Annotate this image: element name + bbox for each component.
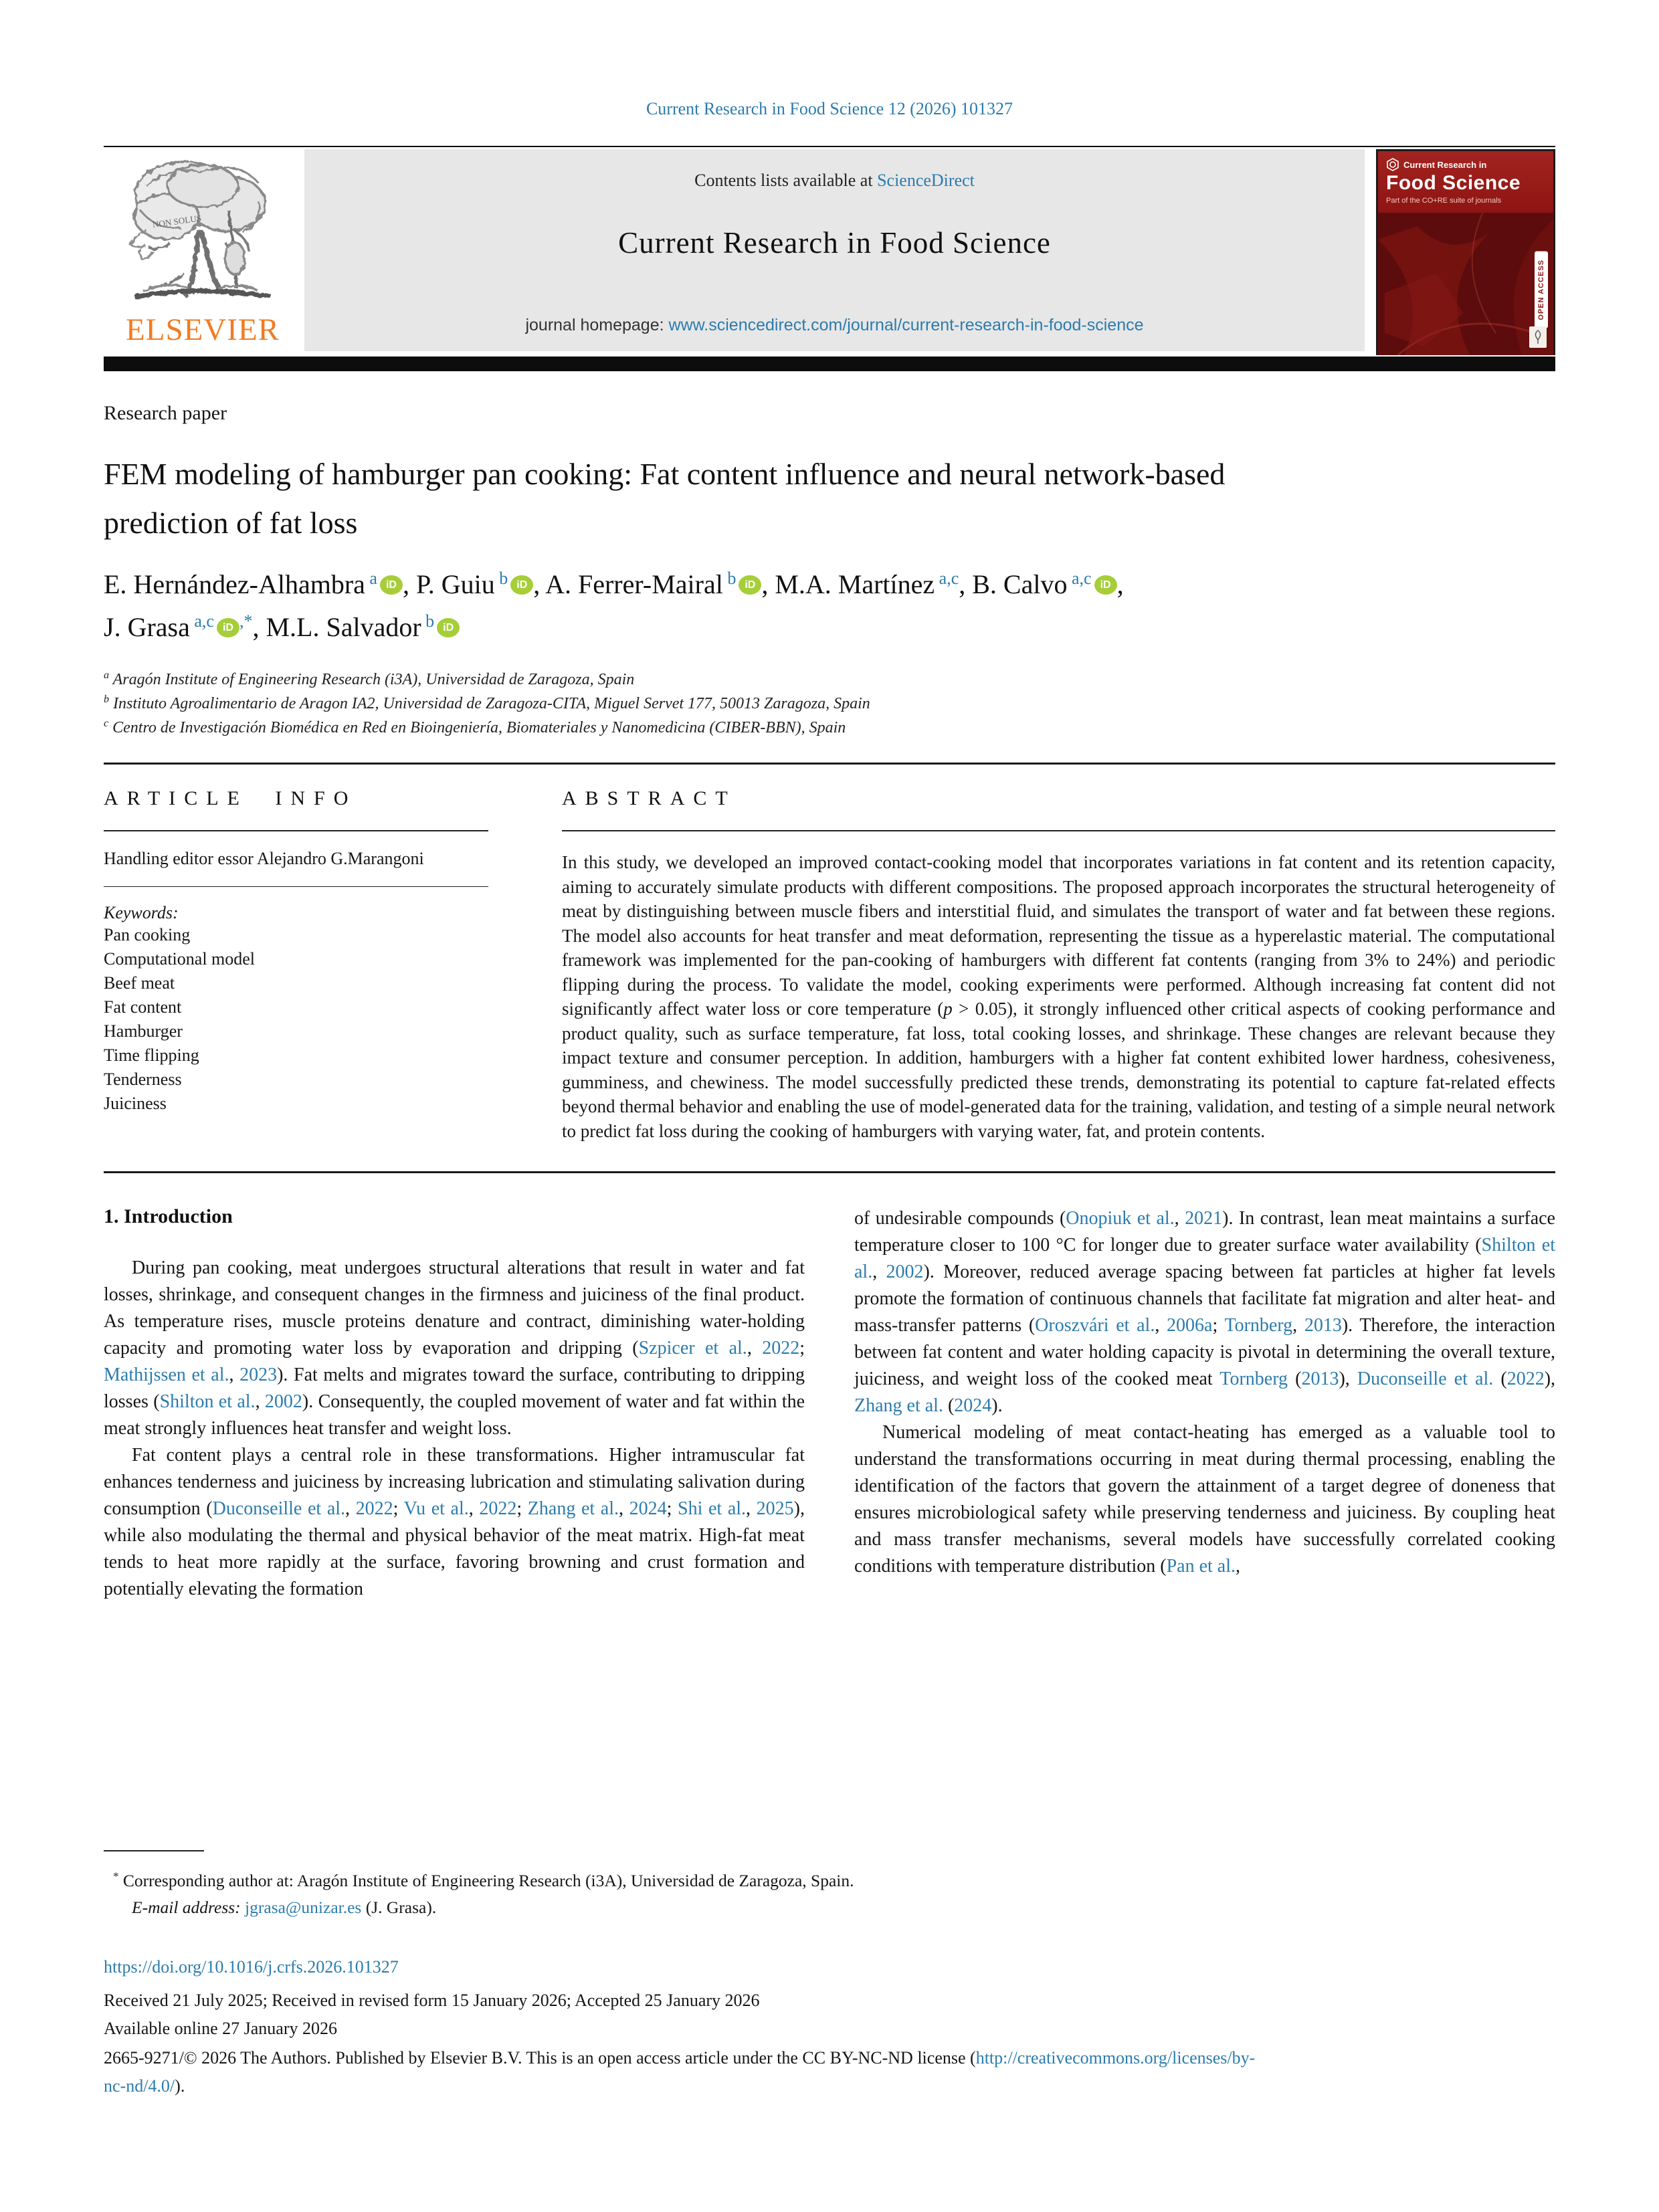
keyword-item: Beef meat bbox=[104, 973, 175, 993]
author-affiliation-sup: a,c bbox=[935, 569, 959, 589]
received-dates bbox=[104, 1987, 1555, 2043]
citation-link[interactable]: Mathijssen et al. bbox=[104, 1365, 229, 1386]
citation-link[interactable]: Shilton et al. bbox=[854, 1235, 1556, 1283]
citation-link[interactable]: Duconseille et al. bbox=[1357, 1369, 1494, 1390]
cover-kicker-text: Current Research in bbox=[1403, 159, 1487, 170]
abstract-column bbox=[562, 787, 1555, 1143]
logo-motto-text: NON SOLUS bbox=[151, 213, 202, 230]
citation-link[interactable]: Vu et al. bbox=[403, 1498, 469, 1520]
author-name: M.A. Martínez bbox=[775, 569, 935, 600]
journal-header bbox=[104, 149, 1555, 351]
citation-link[interactable]: 2025 bbox=[756, 1498, 794, 1520]
citation-link[interactable]: 2022 bbox=[355, 1498, 393, 1520]
citation-link[interactable]: Zhang et al. bbox=[527, 1498, 619, 1520]
info-top-rule bbox=[104, 763, 1555, 765]
intro-paragraph: of undesirable compounds (Onopiuk et al., 2021). In contrast, lean meat maintains a surface temperature closer to 100 °C for longer due to greater surface water availability (Shilton et al., 2002). Moreover, reduced average spacing between fat particles at higher fat levels promote the formation of continuous channels that facilitate fat migration and alter heat- and mass-transfer patterns (Oroszvári et al., 2006a; Tornberg, 2013). Therefore, the interaction between fat content and water holding capacity is pivotal in determining the overall texture, juiciness, and weight loss of the cooked meat Tornberg (2013), Duconseille et al. (2022), Zhang et al. (2024). bbox=[854, 1208, 1556, 1417]
abstract-bottom-rule bbox=[104, 1171, 1555, 1173]
citation-link[interactable]: 2013 bbox=[1301, 1369, 1339, 1390]
journal-title: Current Research in Food Science bbox=[618, 226, 1051, 260]
page-footer bbox=[104, 1850, 1555, 2100]
top-rule bbox=[104, 146, 1555, 147]
affiliation: $^c$ Centro de Investigación Biomédica en Red en Bioingeniería, Biomateriales y Nanomedicina (CIBER-BBN), Spain bbox=[104, 718, 846, 737]
citation-link[interactable]: Onopiuk et al. bbox=[1066, 1208, 1175, 1229]
intro-right-column bbox=[854, 1205, 1555, 1603]
open-access-badge: OPEN ACCESS bbox=[1535, 252, 1548, 328]
citation-link[interactable]: Tornberg bbox=[1219, 1369, 1288, 1390]
author-affiliation-sup: a,c bbox=[189, 611, 214, 631]
citation-link[interactable]: Zhang et al. bbox=[854, 1395, 943, 1417]
author-affiliation-sup: b bbox=[494, 569, 508, 589]
keywords-list bbox=[104, 923, 488, 1116]
cover-title: Food Science bbox=[1386, 172, 1521, 194]
citation-link[interactable]: Oroszvári et al. bbox=[1035, 1315, 1155, 1336]
available-online-line: Available online 27 January 2026 bbox=[104, 2019, 337, 2038]
citation-link[interactable]: Pan et al. bbox=[1166, 1556, 1236, 1577]
affiliation-list bbox=[104, 668, 1555, 740]
citation-link[interactable]: 2021 bbox=[1185, 1208, 1223, 1229]
citation-link[interactable]: 2002 bbox=[886, 1262, 924, 1283]
keyword-item: Hamburger bbox=[104, 1021, 183, 1041]
received-line: Received 21 July 2025; Received in revised form 15 January 2026; Accepted 25 January 2026 bbox=[104, 1991, 760, 2010]
affiliation: $^b$ Instituto Agroalimentario de Aragon IA2, Universidad de Zaragoza-CITA, Miguel Servet 177, 50013 Zaragoza, Spain bbox=[104, 694, 870, 713]
corresponding-author-line: * Corresponding author at: Aragón Institute of Engineering Research (i3A), Universidad de Zaragoza, Spain. bbox=[113, 1870, 854, 1890]
elsevier-tree-icon bbox=[122, 153, 283, 307]
orcid-icon[interactable]: iD bbox=[1094, 575, 1117, 595]
keywords-label: Keywords: bbox=[104, 903, 179, 923]
orcid-icon[interactable]: iD bbox=[510, 575, 533, 595]
orcid-icon[interactable]: iD bbox=[217, 618, 239, 637]
cover-header bbox=[1378, 151, 1553, 213]
citation-link[interactable]: jgrasa@unizar.es bbox=[245, 1898, 362, 1917]
article-type-label: Research paper bbox=[104, 402, 227, 424]
citation-link[interactable]: Duconseille et al. bbox=[212, 1498, 346, 1520]
citation-link[interactable]: Shilton et al. bbox=[159, 1391, 256, 1413]
affiliation: $^a$ Aragón Institute of Engineering Research (i3A), Universidad de Zaragoza, Spain bbox=[104, 670, 635, 689]
citation-link[interactable]: 2023 bbox=[239, 1365, 278, 1386]
keyword-item: Tenderness bbox=[104, 1070, 182, 1090]
introduction-heading: 1. Introduction bbox=[104, 1205, 233, 1228]
paper-title: FEM modeling of hamburger pan cooking: Fat content influence and neural network-based prediction of fat loss bbox=[104, 457, 1226, 540]
keywords-rule bbox=[104, 886, 488, 887]
abstract-rule bbox=[562, 830, 1555, 831]
intro-left-column bbox=[104, 1205, 805, 1603]
orcid-icon[interactable]: iD bbox=[380, 575, 403, 595]
keyword-item: Pan cooking bbox=[104, 925, 191, 945]
header-black-bar bbox=[104, 357, 1555, 371]
intro-paragraph: Numerical modeling of meat contact-heating has emerged as a valuable tool to understand the transformations occurring in meat during thermal processing, enabling the identification of the factors that govern the attainment of a target degree of doneness that ensures microbiological safety while preserving tenderness and juiciness. By coupling heat and mass transfer mechanisms, several models have successfully correlated cooking conditions with temperature distribution (Pan et al., bbox=[854, 1422, 1555, 1577]
author-name: J. Grasa bbox=[104, 612, 190, 643]
info-abstract-section bbox=[104, 787, 1555, 1143]
author-name: B. Calvo bbox=[972, 569, 1068, 600]
contents-line[interactable]: Contents lists available at ScienceDirect bbox=[694, 171, 975, 190]
citation-link[interactable]: 2013 bbox=[1304, 1315, 1342, 1336]
journal-citation: Current Research in Food Science 12 (2026) 101327 bbox=[646, 99, 1013, 118]
article-info-column bbox=[104, 787, 488, 1143]
cover-subtitle: Part of the CO+RE suite of journals bbox=[1386, 197, 1502, 205]
author-name: M.L. Salvador bbox=[266, 612, 421, 643]
citation-link[interactable]: 2024 bbox=[629, 1498, 667, 1520]
abstract-heading: ABSTRACT bbox=[562, 787, 737, 810]
citation-link[interactable]: ScienceDirect bbox=[877, 171, 975, 190]
intro-paragraph: Fat content plays a central role in these transformations. Higher intramuscular fat enhances tenderness and juiciness by increasing lubrication and stimulating salivation during consumption (Duconseille et al., 2022; Vu et al., 2022; Zhang et al., 2024; Shi et al., 2025), while also modulating the thermal and physical behavior of the meat matrix. High-fat meat tends to heat more rapidly at the surface, favoring browning and crust formation and potentially elevating the formation bbox=[104, 1445, 805, 1600]
citation-link[interactable]: http://creativecommons.org/licenses/by- bbox=[975, 2048, 1256, 2068]
citation-link[interactable]: Shi et al. bbox=[678, 1498, 747, 1520]
corresponding-author-note bbox=[104, 1868, 1555, 1921]
core-hexagon-icon bbox=[1386, 158, 1399, 171]
citation-link[interactable]: 2022 bbox=[479, 1498, 517, 1520]
citation-link[interactable]: nc-nd/4.0/ bbox=[104, 2076, 175, 2096]
citation-link[interactable]: 2002 bbox=[264, 1391, 302, 1413]
footnote-rule bbox=[104, 1850, 204, 1851]
email-line[interactable]: E-mail address: jgrasa@unizar.es (J. Grasa). bbox=[132, 1898, 437, 1917]
homepage-line[interactable]: journal homepage: www.sciencedirect.com/journal/current-research-in-food-science bbox=[525, 316, 1144, 334]
article-info-heading: ARTICLE INFO bbox=[104, 787, 357, 810]
keyword-item: Computational model bbox=[104, 949, 256, 969]
handling-editor: Handling editor essor Alejandro G.Marangoni bbox=[104, 849, 424, 869]
citation-link[interactable]: Szpicer et al. bbox=[638, 1338, 747, 1359]
elsevier-logo[interactable] bbox=[109, 153, 296, 348]
citation-link[interactable]: 2024 bbox=[954, 1395, 992, 1417]
author-affiliation-sup: a bbox=[365, 569, 377, 589]
author-name: P. Guiu bbox=[415, 569, 495, 600]
citation-link[interactable]: 2022 bbox=[762, 1338, 800, 1359]
elsevier-wordmark: ELSEVIER bbox=[126, 312, 280, 347]
orcid-icon[interactable]: iD bbox=[437, 618, 460, 637]
copyright-line: 2665-9271/© 2026 The Authors. Published by Elsevier B.V. This is an open access article under the CC BY-NC-ND license (http://creativecommons.org/licenses/by- nc-nd/4.0/). bbox=[104, 2048, 1256, 2096]
author-affiliation-sup: a,c bbox=[1067, 569, 1092, 589]
citation-link[interactable]: 2022 bbox=[1506, 1369, 1545, 1390]
author-affiliation-sup: b bbox=[722, 569, 737, 589]
keyword-item: Juiciness bbox=[104, 1094, 167, 1114]
citation-link[interactable]: Tornberg bbox=[1224, 1315, 1293, 1336]
cover-kicker bbox=[1386, 158, 1547, 171]
journal-cover bbox=[1376, 149, 1555, 355]
citation-link[interactable]: 2006a bbox=[1167, 1315, 1213, 1336]
author-name: E. Hernández-Alhambra bbox=[104, 569, 365, 600]
article-info-rule bbox=[104, 830, 488, 831]
author-affiliation-sup: b bbox=[421, 611, 435, 631]
citation-link[interactable]: www.sciencedirect.com/journal/current-research-in-food-science bbox=[668, 316, 1144, 334]
doi-link[interactable]: https://doi.org/10.1016/j.crfs.2026.101327 bbox=[104, 1957, 399, 1977]
corresponding-author-marker: ,* bbox=[239, 611, 253, 631]
cover-artwork bbox=[1378, 213, 1553, 355]
introduction-section bbox=[104, 1205, 1555, 1603]
keyword-item: Time flipping bbox=[104, 1045, 199, 1066]
author-list: E. Hernández-Alhambra $^a$ iD , P. Guiu $^b$ iD , A. Ferrer-Mairal $^b$ iD , M.A. Martínez $^{a,c}$, B. Calvo $^{a,c}$ iD , J. Grasa $^{a,c}$ iD ,*, M.L. Salvador $^b$ iD bbox=[104, 569, 1124, 643]
journal-banner bbox=[304, 149, 1365, 351]
author-name: A. Ferrer-Mairal bbox=[545, 569, 723, 600]
orcid-icon[interactable]: iD bbox=[739, 575, 761, 595]
keyword-item: Fat content bbox=[104, 997, 182, 1017]
abstract-text: In this study, we developed an improved contact-cooking model that incorporates variations in fat content and its retention capacity, aiming to accurately simulate products with different compositions. The proposed approach incorporates the structural heterogeneity of meat by distinguishing between muscle fibers and interstitial fluid, and simulates the transport of water and fat between these regions. The model also accounts for heat transfer and meat deformation, representing the tissue as a hyperelastic material. The computational framework was implemented for the pan-cooking of hamburgers with different fat contents (ranging from 3% to 24%) and periodic flipping during the process. To validate the model, cooking experiments were performed. Although increasing fat content did not significantly affect water loss or core temperature (p > 0.05), it strongly influenced other critical aspects of cooking performance and product quality, such as surface temperature, fat loss, total cooking losses, and shrinkage. These changes are relevant because they impact texture and consumer perception. In addition, hamburgers with a higher fat content exhibited lower hardness, cohesiveness, gumminess, and chewiness. The model successfully predicted these trends, demonstrating its potential to capture fat-related effects beyond thermal behavior and enabling the use of model-generated data for the training, validation, and testing of a simple neural network to predict fat loss during the cooking of hamburgers with varying water, fat, and protein contents. bbox=[562, 852, 1555, 1141]
intro-paragraph: During pan cooking, meat undergoes structural alterations that result in water and fat losses, shrinkage, and consequent changes in the firmness and juiciness of the final product. As temperature rises, muscle proteins denature and contract, diminishing water-holding capacity and promoting water loss by evaporation and dripping (Szpicer et al., 2022; Mathijssen et al., 2023). Fat melts and migrates toward the surface, contributing to dripping losses (Shilton et al., 2002). Consequently, the coupled movement of water and fat within the meat strongly influences heat transfer and weight loss. bbox=[104, 1258, 805, 1439]
cover-elsevier-mark bbox=[1529, 326, 1547, 348]
